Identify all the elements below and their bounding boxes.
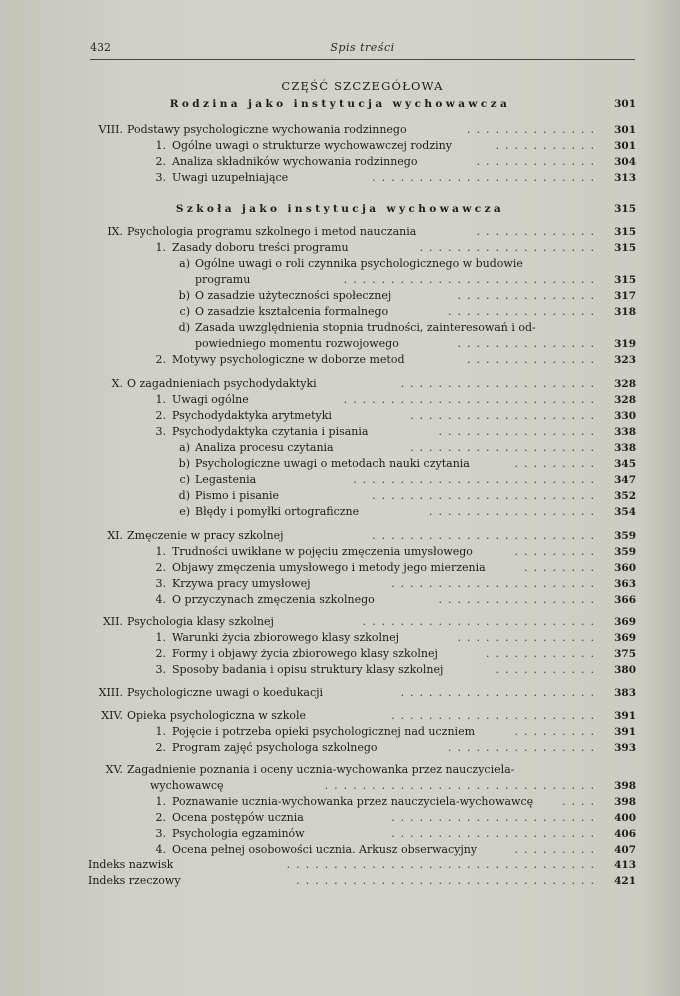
leader-dots: ............... (457, 289, 600, 302)
toc-page-number: 301 (614, 124, 636, 136)
toc-page-number: 330 (614, 410, 636, 422)
toc-page-number: 380 (614, 664, 636, 676)
toc-entry (0, 392, 680, 408)
toc-entry-number: b) (178, 289, 190, 302)
toc-entry-number: X. (111, 377, 123, 390)
toc-page-number: 400 (614, 812, 636, 824)
leader-dots: ............. (476, 225, 600, 238)
toc-entry-title: Ocena pełnej osobowości ucznia. Arkusz obserwacyjny (172, 843, 478, 856)
toc-entry-number: 4. (155, 843, 166, 856)
leader-dots: ........................ (372, 489, 600, 502)
toc-entry-title: Uwagi ogólne (172, 393, 249, 406)
leader-dots: ......... (514, 843, 600, 856)
toc-entry-title: Indeks nazwisk (88, 858, 174, 871)
toc-page-number: 338 (614, 426, 636, 438)
toc-page-number: 323 (614, 354, 636, 366)
leader-dots: ..................... (400, 377, 600, 390)
leader-dots: ................. (438, 425, 600, 438)
toc-entry-number: 4. (155, 593, 166, 606)
toc-entry-title: Trudności uwikłane w pojęciu zmęczenia umysłowego (172, 545, 473, 558)
toc-entry (0, 408, 680, 424)
toc-page-number: 313 (614, 172, 636, 184)
toc-entry (0, 646, 680, 662)
toc-entry-title: wychowawcę (150, 779, 224, 792)
leader-dots: ........................... (343, 393, 600, 406)
toc-entry-number: 1. (155, 241, 166, 254)
toc-entry (0, 778, 680, 794)
toc-entry-number: 1. (155, 795, 166, 808)
toc-entry-number: 1. (155, 139, 166, 152)
leader-dots: .............. (467, 353, 600, 366)
toc-section-heading (0, 201, 680, 217)
leader-dots: ........................ (372, 171, 600, 184)
leader-dots: ........... (495, 139, 600, 152)
leader-dots: ........................... (343, 273, 600, 286)
toc-entry-title: Program zajęć psychologa szkolnego (172, 741, 378, 754)
leader-dots: ...................... (391, 827, 600, 840)
toc-entry-title: Psychologia programu szkolnego i metod nauczania (127, 225, 417, 238)
toc-entry-title: Psychodydaktyka arytmetyki (172, 409, 332, 422)
toc-entry-number: a) (179, 441, 190, 454)
toc-entry-title: Ocena postępów ucznia (172, 811, 304, 824)
toc-page-number: 398 (614, 796, 636, 808)
toc-entry (0, 724, 680, 740)
toc-entry-number: 2. (155, 741, 166, 754)
toc-entry-title: O zasadzie użyteczności społecznej (195, 289, 392, 302)
toc-entry-number: 3. (155, 577, 166, 590)
toc-page-number: 375 (614, 648, 636, 660)
toc-page-number: 369 (614, 632, 636, 644)
leader-dots: ............. (476, 155, 600, 168)
toc-entry-title: Psychologiczne uwagi o metodach nauki czytania (195, 457, 470, 470)
toc-entry-number: d) (178, 321, 190, 334)
toc-entry (0, 320, 680, 336)
toc-page-number: 360 (614, 562, 636, 574)
toc-page-number: 391 (614, 726, 636, 738)
toc-entry-title: O zasadzie kształcenia formalnego (195, 305, 389, 318)
toc-entry (0, 440, 680, 456)
toc-entry (0, 662, 680, 678)
toc-page-number: 359 (614, 530, 636, 542)
toc-entry-number: XI. (107, 529, 123, 542)
toc-page-number: 352 (614, 490, 636, 502)
toc-page-number: 391 (614, 710, 636, 722)
toc-entry (0, 873, 680, 889)
toc-entry (0, 826, 680, 842)
toc-entry (0, 592, 680, 608)
leader-dots: ...................... (391, 811, 600, 824)
toc-entry-title: Psychologiczne uwagi o koedukacji (127, 686, 324, 699)
toc-entry-number: 3. (155, 663, 166, 676)
toc-entry-title: Sposoby badania i opisu struktury klasy szkolnej (172, 663, 444, 676)
toc-entry (0, 762, 680, 778)
toc-entry (0, 154, 680, 170)
toc-entry-title: Krzywa pracy umysłowej (172, 577, 311, 590)
toc-entry (0, 424, 680, 440)
toc-page-number: 315 (614, 242, 636, 254)
toc-entry-number: 1. (155, 545, 166, 558)
toc-entry (0, 842, 680, 858)
toc-entry-number: 2. (155, 561, 166, 574)
toc-entry-number: 1. (155, 393, 166, 406)
toc-entry-title: Opieka psychologiczna w szkole (127, 709, 307, 722)
toc-entry (0, 740, 680, 756)
toc-entry-number: XIII. (98, 686, 123, 699)
leader-dots: ........... (495, 663, 600, 676)
toc-entry (0, 857, 680, 873)
leader-dots: .... (562, 795, 600, 808)
toc-entry-title: Rodzina jako instytucja wychowawcza (169, 98, 511, 110)
leader-dots: ......... (514, 457, 600, 470)
toc-entry-title: Indeks rzeczowy (88, 874, 181, 887)
toc-entry-number: 2. (155, 811, 166, 824)
toc-entry (0, 288, 680, 304)
toc-page-number: 338 (614, 442, 636, 454)
toc-entry-title: Psychodydaktyka czytania i pisania (172, 425, 369, 438)
toc-page-number: 301 (614, 98, 636, 110)
page-shadow (640, 0, 680, 996)
toc-entry (0, 472, 680, 488)
toc-page-number: 369 (614, 616, 636, 628)
leader-dots: ........ (524, 561, 600, 574)
toc-page-number: 319 (614, 338, 636, 350)
toc-page-number: 315 (614, 203, 636, 215)
toc-entry-number: b) (178, 457, 190, 470)
leader-dots: ................................ (296, 874, 600, 887)
leader-dots: ................................. (286, 858, 600, 871)
toc-page-number: 393 (614, 742, 636, 754)
toc-entry (0, 528, 680, 544)
toc-entry-number: VIII. (98, 123, 123, 136)
leader-dots: ......... (514, 545, 600, 558)
toc-entry-number: IX. (107, 225, 123, 238)
toc-page-number: 328 (614, 378, 636, 390)
toc-entry-title: Warunki życia zbiorowego klasy szkolnej (172, 631, 400, 644)
leader-dots: ........................ (372, 529, 600, 542)
toc-entry-title: Motywy psychologiczne w doborze metod (172, 353, 405, 366)
leader-dots: ......................... (362, 615, 600, 628)
toc-page-number: 317 (614, 290, 636, 302)
toc-entry-number: 1. (155, 631, 166, 644)
toc-entry-title: Zmęczenie w pracy szkolnej (127, 529, 284, 542)
toc-entry (0, 138, 680, 154)
toc-entry-title: programu (195, 273, 251, 286)
toc-entry (0, 272, 680, 288)
toc-entry (0, 630, 680, 646)
toc-entry (0, 240, 680, 256)
toc-entry-title: Analiza składników wychowania rodzinnego (172, 155, 418, 168)
toc-page-number: 315 (614, 274, 636, 286)
toc-entry-number: c) (179, 473, 190, 486)
toc-entry (0, 544, 680, 560)
toc-entry-title: Legastenia (195, 473, 257, 486)
toc-entry-number: XV. (105, 763, 123, 776)
toc-entry-title: Ogólne uwagi o strukturze wychowawczej rodziny (172, 139, 452, 152)
toc-page-number: 304 (614, 156, 636, 168)
toc-entry (0, 224, 680, 240)
leader-dots: ................ (448, 741, 600, 754)
toc-entry-number: 2. (155, 155, 166, 168)
toc-entry (0, 376, 680, 392)
running-title: Spis treści (330, 41, 395, 54)
leader-dots: ............ (486, 647, 600, 660)
toc-entry-title: Psychologia egzaminów (172, 827, 305, 840)
toc-entry-title: O przyczynach zmęczenia szkolnego (172, 593, 375, 606)
leader-dots: ..................... (400, 686, 600, 699)
toc-entry (0, 170, 680, 186)
toc-entry (0, 685, 680, 701)
toc-entry (0, 576, 680, 592)
toc-entry (0, 304, 680, 320)
toc-entry (0, 794, 680, 810)
leader-dots: ......... (514, 725, 600, 738)
toc-entry (0, 614, 680, 630)
toc-page-number: 318 (614, 306, 636, 318)
toc-entry-number: e) (179, 505, 190, 518)
toc-entry-number: a) (179, 257, 190, 270)
toc-page-number: 315 (614, 226, 636, 238)
toc-entry-number: 3. (155, 171, 166, 184)
toc-entry-title: powiedniego momentu rozwojowego (195, 337, 399, 350)
toc-page-number: 413 (614, 859, 636, 871)
toc-entry (0, 560, 680, 576)
leader-dots: ............................. (324, 779, 600, 792)
toc-entry-title: Podstawy psychologiczne wychowania rodzinnego (127, 123, 407, 136)
toc-entry-number: c) (179, 305, 190, 318)
toc-entry-title: Błędy i pomyłki ortograficzne (195, 505, 360, 518)
leader-dots: ................... (419, 241, 600, 254)
toc-page-number: 328 (614, 394, 636, 406)
toc-entry (0, 352, 680, 368)
toc-entry-title: O zagadnieniach psychodydaktyki (127, 377, 317, 390)
toc-entry (0, 504, 680, 520)
leader-dots: ............... (457, 337, 600, 350)
toc-entry-number: XII. (102, 615, 123, 628)
toc-page-number: 398 (614, 780, 636, 792)
toc-section-heading (0, 96, 680, 112)
toc-entry-title: Pojęcie i potrzeba opieki psychologicznej nad uczniem (172, 725, 476, 738)
toc-entry-number: 2. (155, 353, 166, 366)
toc-entry-title: Poznawanie ucznia-wychowanka przez nauczyciela-wychowawcę (172, 795, 534, 808)
toc-entry (0, 122, 680, 138)
toc-page-number: 301 (614, 140, 636, 152)
leader-dots: ...................... (391, 709, 600, 722)
toc-page-number: 366 (614, 594, 636, 606)
toc-entry-title: Zagadnienie poznania i oceny ucznia-wychowanka przez nauczyciela- (127, 763, 515, 776)
leader-dots: ...................... (391, 577, 600, 590)
toc-page-number: 406 (614, 828, 636, 840)
toc-entry-title: Psychologia klasy szkolnej (127, 615, 274, 628)
leader-dots: .................. (429, 505, 600, 518)
toc-page-number: 421 (614, 875, 636, 887)
toc-page-number: 359 (614, 546, 636, 558)
leader-dots: ................ (448, 305, 600, 318)
toc-entry-number: 2. (155, 409, 166, 422)
toc-page-number: 345 (614, 458, 636, 470)
toc-entry-title: Szkoła jako instytucja wychowawcza (175, 203, 505, 215)
leader-dots: ............... (457, 631, 600, 644)
toc-entry-title: Zasady doboru treści programu (172, 241, 349, 254)
toc-entry-title: Zasada uwzględnienia stopnia trudności, zainteresowań i od- (195, 321, 536, 334)
toc-entry-title: Ogólne uwagi o roli czynnika psychologicznego w budowie (195, 257, 523, 270)
leader-dots: .................... (410, 409, 600, 422)
part-title: CZĘŚĆ SZCZEGÓŁOWA (281, 79, 444, 93)
toc-page-number: 363 (614, 578, 636, 590)
page-header (90, 41, 635, 60)
page-number: 432 (90, 41, 111, 54)
toc-entry-title: Analiza procesu czytania (195, 441, 334, 454)
toc-entry-title: Pismo i pisanie (195, 489, 280, 502)
toc-entry-number: 3. (155, 425, 166, 438)
toc-entry-title: Objawy zmęczenia umysłowego i metody jego mierzenia (172, 561, 486, 574)
toc-page-number: 354 (614, 506, 636, 518)
toc-entry (0, 456, 680, 472)
leader-dots: .............. (467, 123, 600, 136)
toc-entry (0, 488, 680, 504)
toc-entry-number: d) (178, 489, 190, 502)
toc-entry-title: Formy i objawy życia zbiorowego klasy szkolnej (172, 647, 438, 660)
toc-entry (0, 336, 680, 352)
toc-entry-number: 2. (155, 647, 166, 660)
toc-entry-number: 3. (155, 827, 166, 840)
toc-entry-number: 1. (155, 725, 166, 738)
leader-dots: .......................... (353, 473, 600, 486)
toc-page-number: 347 (614, 474, 636, 486)
toc-page-number: 407 (614, 844, 636, 856)
leader-dots: .................... (410, 441, 600, 454)
toc-entry (0, 256, 680, 272)
toc-entry-title: Uwagi uzupełniające (172, 171, 289, 184)
toc-entry (0, 810, 680, 826)
leader-dots: ................. (438, 593, 600, 606)
toc-entry (0, 708, 680, 724)
toc-entry-number: XIV. (101, 709, 123, 722)
toc-page-number: 383 (614, 687, 636, 699)
